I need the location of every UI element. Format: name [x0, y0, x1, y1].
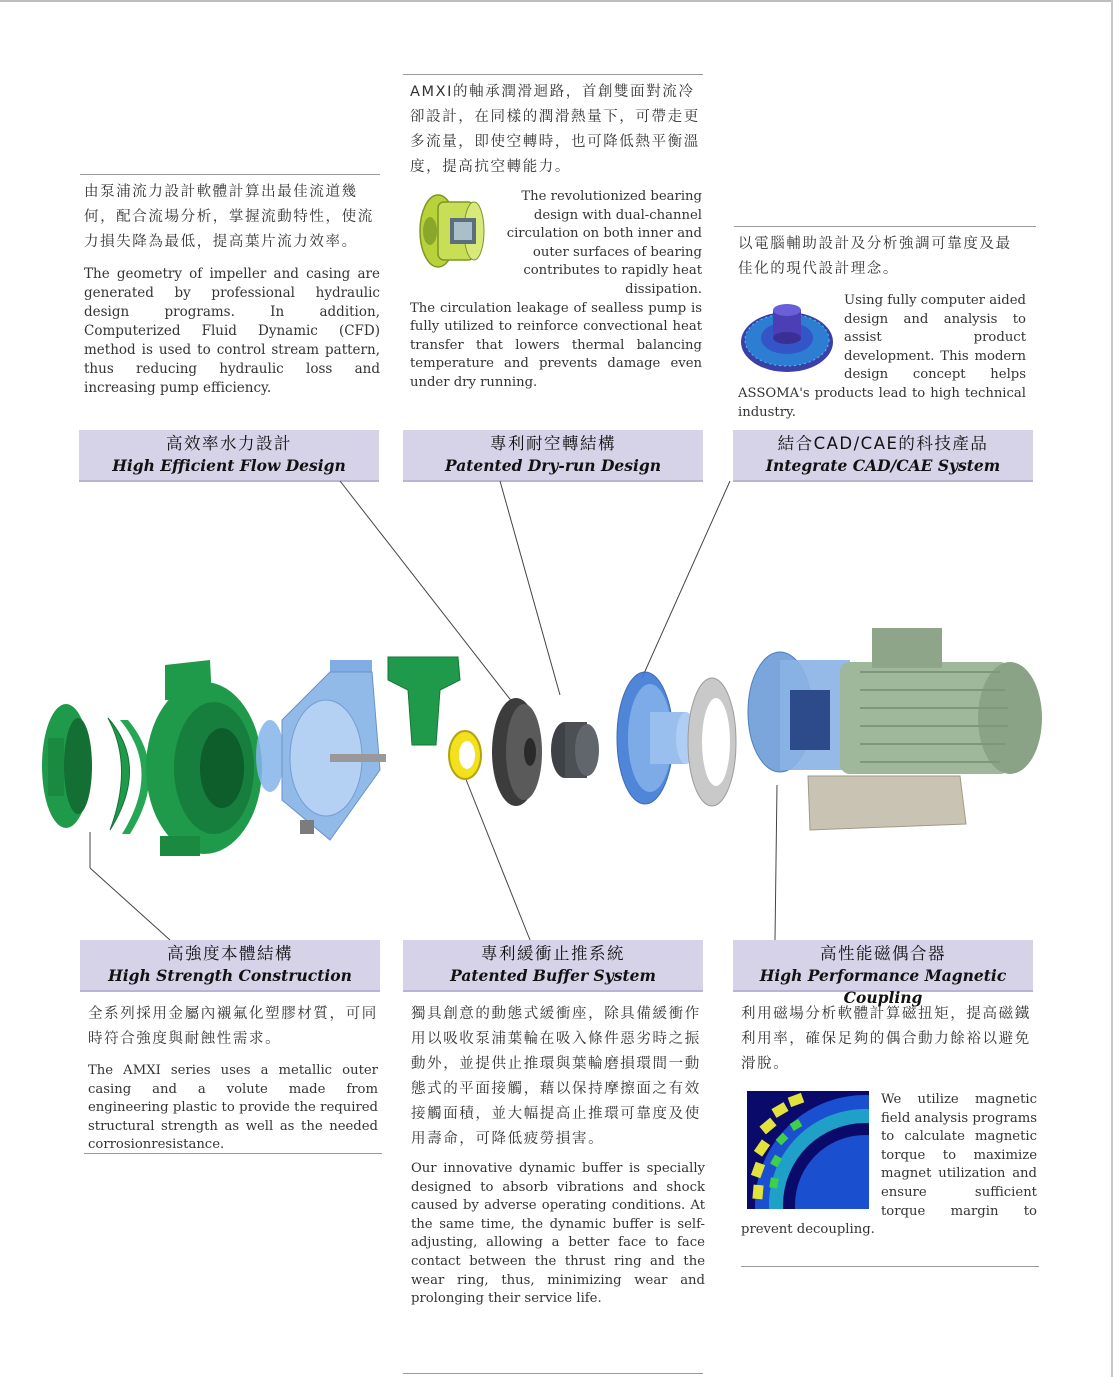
- motor-part: [748, 628, 1042, 830]
- shaft-sleeve-part: [551, 722, 599, 778]
- dry-run-banner-zh: 專利耐空轉結構: [490, 434, 616, 453]
- section-rule: [84, 1153, 382, 1154]
- bearing-image: [410, 188, 488, 278]
- leader-line: [340, 481, 520, 712]
- outer-casing-part: [256, 660, 386, 840]
- buffer-system-en: Our innovative dynamic buffer is specially designed to absorb vibrations and shock caused by adverse operating conditions. At the same time, the dynamic buffer is self-adjusting, allowing a better face to face contact between the thrust ring and the wear ring, thus, minimizing wear and prolonging their service life.: [411, 1161, 705, 1307]
- flow-design-text: [84, 180, 380, 398]
- buffer-ring-part: [449, 731, 481, 779]
- magnetic-coupling-text: [741, 1002, 1037, 1240]
- dry-run-banner: [403, 430, 703, 482]
- section-rule: [741, 1266, 1039, 1267]
- construction-zh: 全系列採用金屬內襯氟化塑膠材質，可同時符合強度與耐蝕性需求。: [88, 1006, 378, 1047]
- leader-line: [463, 772, 530, 940]
- flow-design-banner-zh: 高效率水力設計: [166, 434, 292, 453]
- magnetic-coupling-en: We utilize magnetic field analysis programs to calculate magnetic torque to maximize magnet utilization and ensure sufficient torque margin to prevent decoupling.: [741, 1092, 1037, 1238]
- construction-banner: [80, 940, 380, 992]
- buffer-system-banner-zh: 專利緩衝止推系統: [481, 944, 625, 963]
- cad-cae-banner: [733, 430, 1033, 482]
- thrust-ring-part: [492, 698, 542, 806]
- buffer-system-zh: 獨具創意的動態式緩衝座，除具備緩衝作用以吸收泵浦葉輪在吸入條件惡劣時之振動外，並提供止推環與葉輪磨損環間一動態式的平面接觸，藉以保持摩擦面之有效接觸面積，並大幅提高止推環可靠度及使用壽命，可降低疲勞損害。: [411, 1006, 701, 1147]
- volute-casing-part: [146, 660, 262, 856]
- magnetic-field-image: [747, 1091, 869, 1213]
- flow-design-banner: [79, 430, 379, 482]
- leader-line: [775, 785, 777, 940]
- cad-cae-banner-en: Integrate CAD/CAE System: [765, 456, 1001, 475]
- rear-casing-part: [617, 672, 696, 804]
- construction-banner-zh: 高強度本體結構: [167, 944, 293, 963]
- section-rule: [80, 174, 380, 175]
- dry-run-text: [410, 80, 702, 393]
- cad-cae-en: Using fully computer aided design and analysis to assist product development. This modern design concept helps ASSOMA's products lead to high technical industry.: [738, 293, 1026, 420]
- flow-design-banner-en: High Efficient Flow Design: [112, 456, 346, 475]
- flow-design-en: The geometry of impeller and casing are generated by professional hydraulic design programs. In addition, Computerized Fluid Dynamic (CFD) method is used to control stream pattern, thus reducing hydraulic loss and increasing pump efficiency.: [84, 266, 380, 396]
- magnetic-coupling-banner: [733, 940, 1033, 1007]
- magnetic-coupling-banner-zh: 高性能磁偶合器: [820, 944, 946, 963]
- fea-disc-image: [738, 298, 836, 378]
- section-rule: [403, 74, 703, 75]
- gasket-part: [688, 678, 736, 806]
- leader-line: [642, 481, 730, 678]
- liner-segment-part: [108, 718, 130, 830]
- dry-run-en: The circulation leakage of sealless pump is fully utilized to reinforce convectional heat transfer that lowers thermal balancing temperature and prevents damage even under dry running.: [410, 300, 702, 390]
- bracket-part: [388, 657, 460, 745]
- flow-design-zh: 由泵浦流力設計軟體計算出最佳流道幾何，配合流場分析，掌握流動特性，使流力損失降為最低，提高葉片流力效率。: [84, 184, 374, 250]
- dry-run-banner-en: Patented Dry-run Design: [444, 456, 661, 475]
- dry-run-zh: AMXI的軸承潤滑迴路，首創雙面對流冷卻設計，在同樣的潤滑熱量下，可帶走更多流量，即使空轉時，也可降低熱平衡溫度，提高抗空轉能力。: [410, 84, 700, 175]
- page-border-top: [0, 0, 1113, 2]
- magnetic-coupling-banner-en: High Performance Magnetic Coupling: [759, 966, 1007, 1007]
- leader-line: [90, 868, 170, 940]
- construction-banner-en: High Strength Construction: [108, 966, 352, 985]
- cad-cae-text: [738, 232, 1026, 422]
- cad-cae-banner-zh: 結合CAD/CAE的科技產品: [777, 434, 989, 453]
- section-rule: [403, 1373, 703, 1374]
- buffer-system-banner: [403, 940, 703, 992]
- flange-part: [42, 704, 92, 828]
- dry-run-en-wrap: The revolutionized bearing design with dual-channel circulation on both inner and outer surfaces of bearing contributes to rapidly heat dissipation.: [506, 189, 702, 297]
- construction-en: The AMXI series uses a metallic outer casing and a volute made from engineering plastic to provide the required structural strength as well as the needed corrosionresistance.: [88, 1063, 378, 1153]
- cad-cae-zh: 以電腦輔助設計及分析強調可靠度及最佳化的現代設計理念。: [738, 236, 1012, 277]
- magnetic-coupling-zh: 利用磁場分析軟體計算磁扭矩，提高磁鐵利用率，確保足夠的偶合動力餘裕以避免滑脫。: [741, 1006, 1031, 1072]
- construction-text: [88, 1002, 378, 1155]
- buffer-system-text: [411, 1002, 705, 1309]
- section-rule: [734, 226, 1036, 227]
- buffer-system-banner-en: Patented Buffer System: [450, 966, 656, 985]
- leader-line: [500, 481, 560, 695]
